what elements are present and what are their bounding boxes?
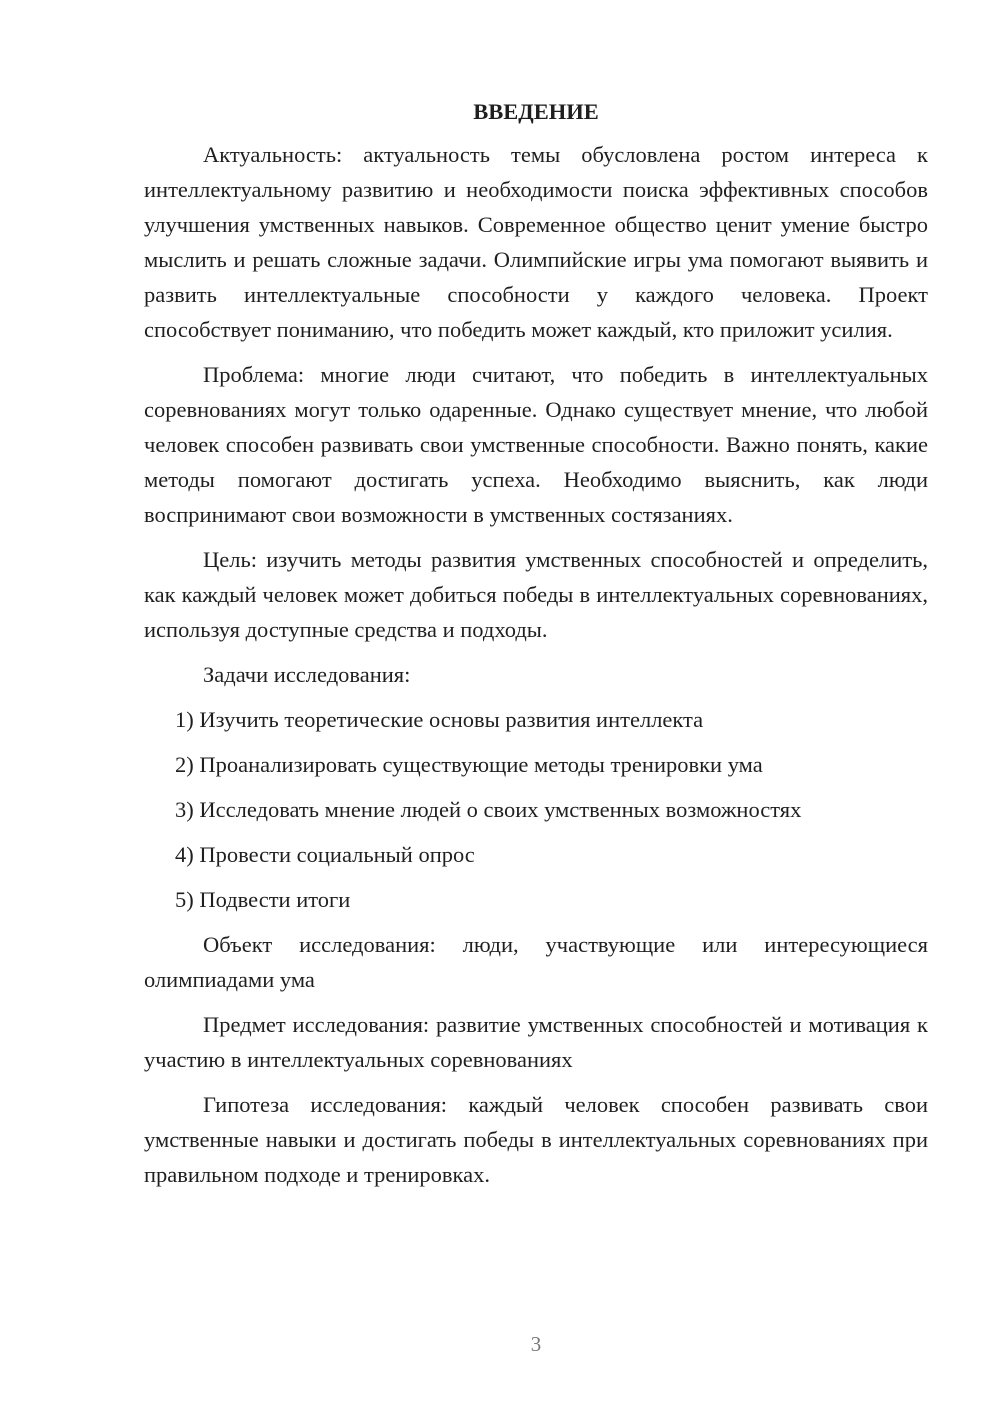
list-item: 1) Изучить теоретические основы развития интеллекта <box>175 707 704 732</box>
list-item: 4) Провести социальный опрос <box>175 842 475 867</box>
tasks-list <box>144 702 928 917</box>
section-heading: ВВЕДЕНИЕ <box>473 99 599 124</box>
list-item: 2) Проанализировать существующие методы тренировки ума <box>175 752 763 777</box>
list-item: 5) Подвести итоги <box>175 887 351 912</box>
object-paragraph: Объект исследования: люди, участвующие или интересующиеся олимпиадами ума <box>144 932 928 992</box>
list-item: 3) Исследовать мнение людей о своих умственных возможностях <box>175 797 802 822</box>
subject-paragraph: Предмет исследования: развитие умственных способностей и мотивация к участию в интеллектуальных соревнованиях <box>144 1012 928 1072</box>
relevance-paragraph: Актуальность: актуальность темы обусловлена ростом интереса к интеллектуальному развитию и необходимости поиска эффективных способов улучшения умственных навыков. Современное общество ценит умение быстро мыслить и решать сложные задачи. Олимпийские игры ума помогают выявить и развить интеллектуальные способности у каждого человека. Проект способствует пониманию, что победить может каждый, кто приложит усилия. <box>144 142 928 342</box>
goal-paragraph: Цель: изучить методы развития умственных способностей и определить, как каждый человек может добиться победы в интеллектуальных соревнованиях, используя доступные средства и подходы. <box>144 547 928 642</box>
hypothesis-paragraph: Гипотеза исследования: каждый человек способен развивать свои умственные навыки и достигать победы в интеллектуальных соревнованиях при правильном подходе и тренировках. <box>144 1092 928 1187</box>
problem-paragraph: Проблема: многие люди считают, что победить в интеллектуальных соревнованиях могут только одаренные. Однако существует мнение, что любой человек способен развивать свои умственные способности. Важно понять, какие методы помогают достигать успеха. Необходимо выяснить, как люди воспринимают свои возможности в умственных состязаниях. <box>144 362 928 527</box>
page-number: 3 <box>530 1332 542 1356</box>
document-page <box>144 94 928 1202</box>
tasks-title: Задачи исследования: <box>203 662 411 687</box>
